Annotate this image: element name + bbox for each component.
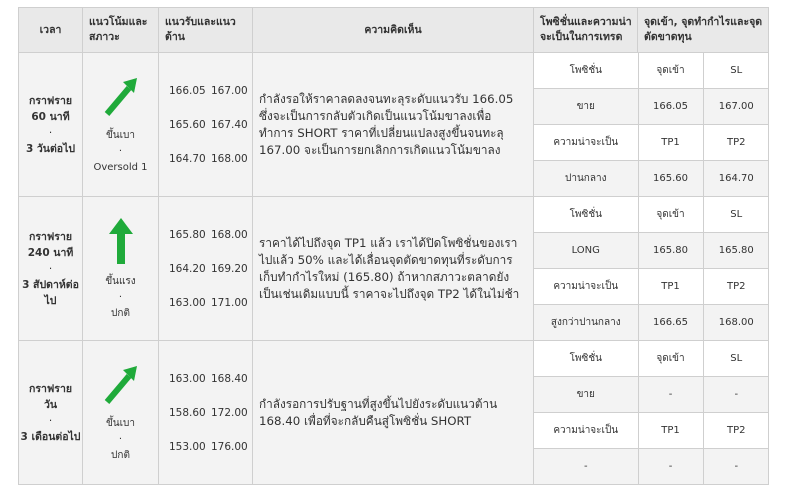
tp2-label: TP2 [703, 125, 769, 161]
forecast-row [19, 197, 769, 341]
position-table [534, 53, 769, 196]
position-table [534, 197, 769, 340]
sl-label: SL [703, 53, 769, 89]
probability-header-row [534, 413, 769, 449]
tp1-value: - [638, 449, 703, 485]
trend-cell [83, 341, 159, 485]
levels-cell [159, 53, 253, 197]
tp1-label: TP1 [638, 413, 703, 449]
separator: · [118, 291, 123, 303]
sl-label: SL [703, 197, 769, 233]
level-pair [159, 108, 252, 142]
entry-label: จุดเข้า [638, 53, 703, 89]
tp2-label: TP2 [703, 269, 769, 305]
support-level: 163.00 [169, 372, 206, 385]
entry-label: จุดเข้า [638, 197, 703, 233]
position-value-row [534, 233, 769, 269]
resistance-level: 171.00 [211, 296, 248, 309]
probability-value: - [534, 449, 638, 485]
timeframe-label: กราฟราย [28, 94, 72, 107]
resistance-level: 168.00 [211, 228, 248, 241]
probability-value: สูงกว่าปานกลาง [534, 305, 638, 341]
timeframe-period: วัน [43, 398, 58, 411]
comment-cell: กำลังรอให้ราคาลดลงจนทะลุระดับแนวรับ 166.05 ซึ่งจะเป็นการกลับตัวเกิดเป็นแนวโน้มขาลงเพื่อทำการ SHORT ราคาที่เปลี่ยนแปลงสูงขึ้นจนทะลุ 167.00 จะเป็นการยกเลิกการเกิดแนวโน้มขาลง [253, 53, 534, 197]
header-comment: ความคิดเห็น [253, 8, 534, 53]
level-pair [159, 286, 252, 320]
probability-label: ความน่าจะเป็น [534, 269, 638, 305]
level-pair [159, 218, 252, 252]
header-levels: แนวรับและแนวต้าน [159, 8, 253, 53]
comment-cell: กำลังรอการปรับฐานที่สูงขึ้นไปยังระดับแนวต้าน 168.40 เพื่อที่จะกลับคืนสู่โพซิชั่น SHORT [253, 341, 534, 485]
separator: · [118, 145, 123, 157]
timeframe-label: กราฟราย [28, 230, 72, 243]
level-pair [159, 142, 252, 176]
level-pair [159, 396, 252, 430]
header-time: เวลา [19, 8, 83, 53]
tp2-value: 164.70 [703, 161, 769, 197]
timeframe-horizon: 3 วันต่อไป [25, 142, 76, 155]
support-level: 158.60 [169, 406, 206, 419]
market-condition: ปกติ [111, 449, 130, 461]
probability-label: ความน่าจะเป็น [534, 413, 638, 449]
timeframe-cell [19, 341, 83, 485]
support-level: 163.00 [169, 296, 206, 309]
arrow-up-right-icon [101, 362, 141, 408]
entry-value: 166.05 [638, 89, 703, 125]
separator: · [48, 262, 53, 275]
trend-label: ขึ้นเบา [105, 129, 136, 141]
market-condition: Oversold 1 [93, 161, 148, 173]
trend-cell [83, 197, 159, 341]
position-table [534, 341, 769, 484]
position-header-row [534, 341, 769, 377]
resistance-level: 168.00 [211, 152, 248, 165]
position-cell [534, 53, 769, 197]
timeframe-period: 240 นาที [27, 246, 74, 259]
timeframe-period: 60 นาที [31, 110, 70, 123]
entry-value: 165.80 [638, 233, 703, 269]
tp2-value: 168.00 [703, 305, 769, 341]
level-pair [159, 362, 252, 396]
position-value-row [534, 89, 769, 125]
trend-cell [83, 53, 159, 197]
position-value-row [534, 377, 769, 413]
probability-header-row [534, 269, 769, 305]
resistance-level: 169.20 [211, 262, 248, 275]
support-level: 153.00 [169, 440, 206, 453]
position-value: LONG [534, 233, 638, 269]
position-header-row [534, 197, 769, 233]
resistance-level: 167.40 [211, 118, 248, 131]
sl-label: SL [703, 341, 769, 377]
probability-value-row [534, 449, 769, 485]
tp1-label: TP1 [638, 269, 703, 305]
position-label: โพซิชั่น [534, 53, 638, 89]
levels-cell [159, 341, 253, 485]
tp1-value: 165.60 [638, 161, 703, 197]
separator: · [48, 414, 53, 427]
entry-label: จุดเข้า [638, 341, 703, 377]
position-label: โพซิชั่น [534, 197, 638, 233]
position-value: ขาย [534, 89, 638, 125]
position-cell [534, 197, 769, 341]
level-pair [159, 430, 252, 464]
position-cell [534, 341, 769, 485]
position-label: โพซิชั่น [534, 341, 638, 377]
sl-value: 165.80 [703, 233, 769, 269]
probability-label: ความน่าจะเป็น [534, 125, 638, 161]
trend-label: ขึ้นแรง [105, 275, 136, 287]
entry-value: - [638, 377, 703, 413]
forecast-row [19, 341, 769, 485]
market-condition: ปกติ [111, 307, 130, 319]
level-pair [159, 252, 252, 286]
forecast-row [19, 53, 769, 197]
header-position: โพซิชั่นและความน่าจะเป็นในการเทรด [534, 8, 638, 53]
separator: · [48, 126, 53, 139]
support-level: 165.80 [169, 228, 206, 241]
position-header-row [534, 53, 769, 89]
comment-cell: ราคาได้ไปถึงจุด TP1 แล้ว เราได้ปิดโพซิชั่นของเราไปแล้ว 50% และได้เลื่อนจุดตัดขาดทุนที่ระดับการเก็บทำกำไรใหม่ (165.80) ถ้าหากสภาวะตลาดยังเป็นเช่นเดิมแบบนี้ ราคาจะไปถึงจุด TP2 ได้ในไม่ช้า [253, 197, 534, 341]
probability-value-row [534, 161, 769, 197]
tp1-label: TP1 [638, 125, 703, 161]
timeframe-horizon: 3 เดือนต่อไป [20, 430, 81, 443]
levels-cell [159, 197, 253, 341]
tp2-label: TP2 [703, 413, 769, 449]
support-level: 164.20 [169, 262, 206, 275]
resistance-level: 167.00 [211, 84, 248, 97]
arrow-up-icon [101, 216, 141, 266]
timeframe-label: กราฟราย [28, 382, 72, 395]
timeframe-horizon: 3 สัปดาห์ต่อไป [22, 278, 79, 307]
trend-label: ขึ้นเบา [105, 417, 136, 429]
tp2-value: - [703, 449, 769, 485]
resistance-level: 176.00 [211, 440, 248, 453]
timeframe-cell [19, 197, 83, 341]
resistance-level: 168.40 [211, 372, 248, 385]
support-level: 164.70 [169, 152, 206, 165]
probability-value-row [534, 305, 769, 341]
level-pair [159, 74, 252, 108]
probability-value: ปานกลาง [534, 161, 638, 197]
forecast-table [18, 7, 769, 485]
tp1-value: 166.65 [638, 305, 703, 341]
header-row [19, 8, 769, 53]
separator: · [118, 433, 123, 445]
resistance-level: 172.00 [211, 406, 248, 419]
timeframe-cell [19, 53, 83, 197]
position-value: ขาย [534, 377, 638, 413]
header-targets: จุดเข้า, จุดทำกำไรและจุดตัดขาดทุน [638, 8, 769, 53]
arrow-up-right-icon [101, 74, 141, 120]
sl-value: - [703, 377, 769, 413]
support-level: 165.60 [169, 118, 206, 131]
sl-value: 167.00 [703, 89, 769, 125]
probability-header-row [534, 125, 769, 161]
support-level: 166.05 [169, 84, 206, 97]
header-trend: แนวโน้มและสภาวะ [83, 8, 159, 53]
